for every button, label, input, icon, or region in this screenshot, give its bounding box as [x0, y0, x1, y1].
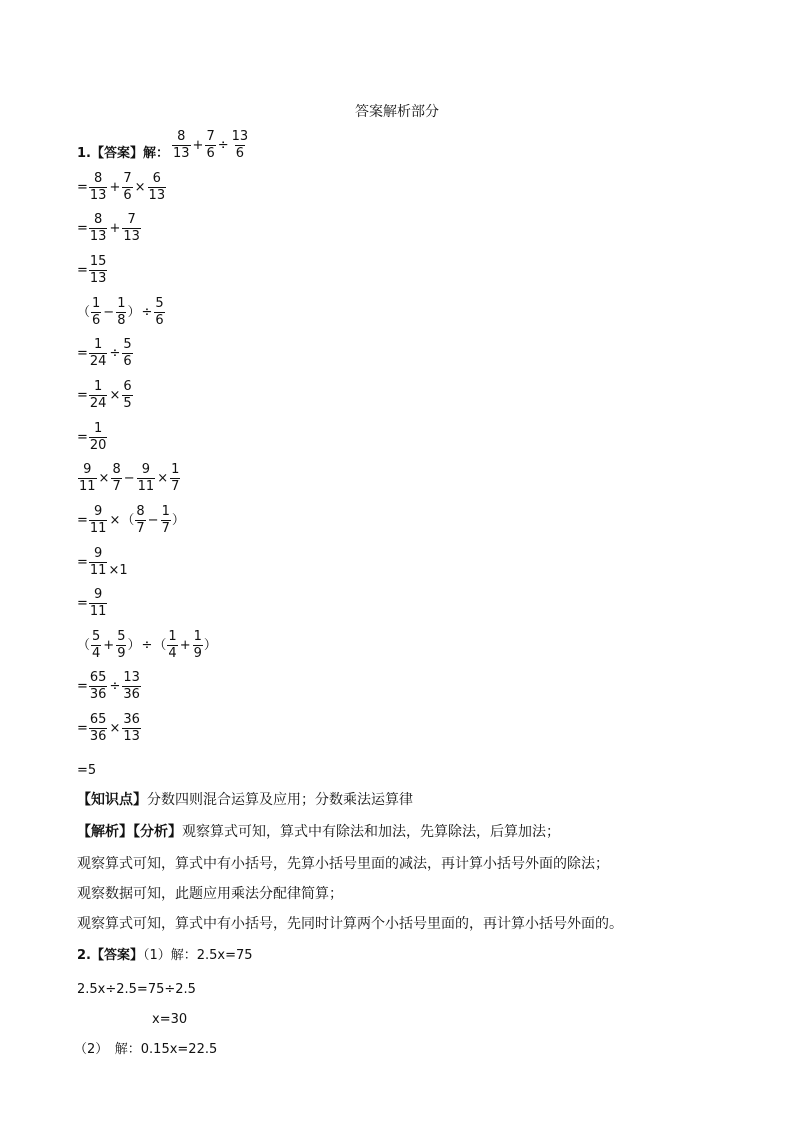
q1-line-11: = $\frac{9}{11}$ ×1	[77, 546, 128, 578]
q1-line-13: （ $\frac{5}{4}$ + $\frac{5}{9}$ ）÷（ $\frac{1}{4}$ + $\frac{1}{9}$ ）	[77, 629, 217, 661]
fraction: $\frac{8}{7}$	[112, 462, 121, 494]
q1-line-2: = $\frac{8}{13}$ + $\frac{7}{6}$ × $\frac{6}{13}$	[77, 171, 166, 203]
fraction: $\frac{9}{11}$	[79, 462, 96, 494]
q1-line-7: = $\frac{1}{24}$ × $\frac{6}{5}$	[77, 379, 132, 411]
q2-step: 2.5x÷2.5=75÷2.5	[77, 982, 196, 997]
fraction: $\frac{13}{36}$	[123, 670, 140, 702]
fraction: $\frac{7}{6}$	[206, 129, 215, 161]
analysis-line-4: 观察算式可知，算式中有小括号，先同时计算两个小括号里面的，再计算小括号外面的。	[77, 916, 623, 932]
fraction: $\frac{1}{4}$	[168, 629, 177, 661]
fraction: $\frac{8}{7}$	[136, 504, 145, 536]
fraction: $\frac{8}{13}$	[89, 171, 107, 203]
fraction: $\frac{9}{11}$	[89, 587, 107, 619]
fraction: $\frac{36}{13}$	[123, 712, 140, 744]
fraction: $\frac{5}{4}$	[92, 629, 101, 661]
knowledge-point: 【知识点】分数四则混合运算及应用；分数乘法运算律	[77, 792, 413, 808]
q2-label: 2.【答案】	[77, 948, 143, 963]
q1-line-14: = $\frac{65}{36}$ ÷ $\frac{13}{36}$	[77, 670, 140, 702]
fraction: $\frac{9}{11}$	[89, 546, 107, 578]
fraction: $\frac{8}{13}$	[172, 129, 190, 161]
q1-line-3: = $\frac{8}{13}$ + $\frac{7}{13}$	[77, 212, 140, 244]
q1-label: 1.【答案】解：	[77, 146, 169, 161]
analysis-line-3: 观察数据可知，此题应用乘法分配律简算；	[77, 886, 343, 902]
fraction: $\frac{5}{6}$	[123, 337, 132, 369]
q1-line-1: 1.【答案】解： $\frac{8}{13}$ + $\frac{7}{6}$ ÷ $\frac{13}{6}$	[77, 129, 249, 161]
fraction: $\frac{7}{13}$	[123, 212, 140, 244]
fraction: $\frac{1}{20}$	[89, 421, 107, 453]
fraction: $\frac{9}{11}$	[137, 462, 155, 494]
fraction: $\frac{1}{7}$	[161, 504, 170, 536]
fraction: $\frac{6}{13}$	[148, 171, 166, 203]
fraction: $\frac{5}{9}$	[117, 629, 126, 661]
fraction: $\frac{1}{9}$	[193, 629, 202, 661]
q1-line-8: = $\frac{1}{20}$	[77, 421, 107, 453]
q1-line-9: $\frac{9}{11}$ × $\frac{8}{7}$ − $\frac{9}{11}$ × $\frac{1}{7}$	[79, 462, 180, 494]
fraction: $\frac{1}{8}$	[117, 296, 126, 328]
fraction: $\frac{1}{24}$	[89, 337, 107, 369]
fraction: $\frac{1}{6}$	[92, 296, 101, 328]
fraction: $\frac{1}{7}$	[171, 462, 180, 494]
fraction: $\frac{65}{36}$	[89, 712, 107, 744]
q1-line-4: = $\frac{15}{13}$	[77, 254, 107, 286]
fraction: $\frac{65}{36}$	[89, 670, 107, 702]
fraction: $\frac{9}{11}$	[89, 504, 107, 536]
fraction: $\frac{6}{5}$	[123, 379, 132, 411]
q2-part-2: （2） 解：0.15x=22.5	[74, 1042, 218, 1057]
fraction: $\frac{7}{6}$	[123, 171, 132, 203]
q1-line-15: = $\frac{65}{36}$ × $\frac{36}{13}$	[77, 712, 140, 744]
q1-line-6: = $\frac{1}{24}$ ÷ $\frac{5}{6}$	[77, 337, 132, 369]
q1-line-12: = $\frac{9}{11}$	[77, 587, 107, 619]
fraction: $\frac{5}{6}$	[155, 296, 164, 328]
page-title: 答案解析部分	[355, 104, 439, 120]
q1-line-5: （ $\frac{1}{6}$ − $\frac{1}{8}$ ）÷ $\frac{5}{6}$	[77, 296, 164, 328]
fraction: $\frac{15}{13}$	[89, 254, 107, 286]
fraction: $\frac{8}{13}$	[89, 212, 107, 244]
analysis-line-2: 观察算式可知，算式中有小括号，先算小括号里面的减法，再计算小括号外面的除法；	[77, 856, 609, 872]
fraction: $\frac{13}{6}$	[231, 129, 249, 161]
q2-result: x=30	[152, 1012, 188, 1027]
q1-final-result: =5	[77, 763, 97, 778]
q1-line-10: = $\frac{9}{11}$ ×（ $\frac{8}{7}$ − $\frac{1}{7}$ ）	[77, 504, 185, 536]
q2-line-1: 2.【答案】（1）解：2.5x=75	[77, 948, 253, 963]
fraction: $\frac{1}{24}$	[89, 379, 107, 411]
analysis-line-1: 【解析】【分析】观察算式可知，算式中有除法和加法，先算除法，后算加法；	[77, 824, 560, 840]
